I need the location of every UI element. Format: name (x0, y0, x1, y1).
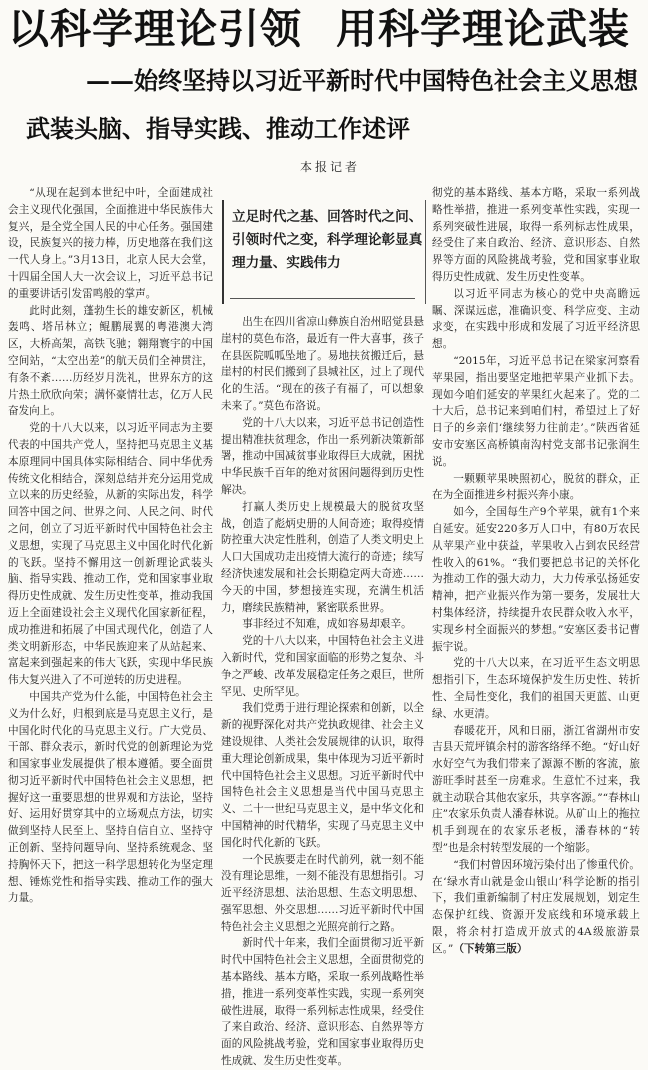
main-headline (8, 4, 640, 54)
paragraph: 新时代十年来，我们全面贯彻习近平新时代中国特色社会主义思想，全面贯彻党的基本路线、基本方略，采取一系列战略性举措，推进一系列变革性实践，实现一系列突破性进展，取得一系列标志性成果，经受住了来自政治、经济、意识形态、自然界等方面的风险挑战考验，党和国家事业取得历史性成就、发生历史性变革。 (221, 937, 424, 1068)
article-column-2 (221, 314, 424, 1068)
headline-part-2: 用科学理论武装 (336, 5, 630, 53)
paragraph: 以习近平同志为核心的党中央高瞻远瞩、深谋远虑，准确识变、科学应变、主动求变，在实践中形成和发展了习近平经济思想。 (432, 287, 640, 351)
pull-quote-divider (230, 298, 415, 299)
paragraph: 如今，全国每生产9个苹果，就有1个来自延安。延安220多万人口中，有80万农民从苹果产业中获益，苹果收入占到农民经营性收入的61%。“我们要把总书记的关怀化为推动工作的强大动力，大力传承弘扬延安精神，把产业振兴作为第一要务，发展壮大村集体经济，持续提升农民群众收入水平，实现乡村全面振兴的梦想。”安塞区委书记曹振宇说。 (432, 506, 640, 653)
paragraph: “2015年，习近平总书记在梁家河察看苹果园，指出要坚定地把苹果产业抓下去。现如今咱们延安的苹果红火起来了。党的二十大后，总书记来到咱们村，希望过上了好日子的乡亲们‘继续努力往前走’。”陕西省延安市安塞区高桥镇南沟村党支部书记张润生说。 (432, 354, 640, 468)
subheadline-2: 武装头脑、指导实践、推动工作述评 (26, 114, 410, 143)
paragraph: 一个民族要走在时代前列，就一刻不能没有理论思维，一刻不能没有思想指引。习近平经济思想、法治思想、生态文明思想、强军思想、外交思想……习近平新时代中国特色社会主义思想之光照亮前行之路。 (221, 853, 424, 933)
paragraph-text: “我们村曾因环境污染付出了惨重代价。在‘绿水青山就是金山银山’科学论断的指引下，我们重新编制了村庄发展规划，划定生态保护红线、资源开发底线和环境承载上限，将余村打造成开放式的4A级旅游景区。” (432, 858, 640, 955)
paragraph: 我们党勇于进行理论探索和创新，以全新的视野深化对共产党执政规律、社会主义建设规律、人类社会发展规律的认识，取得重大理论创新成果，集中体现为习近平新时代中国特色社会主义思想。习近平新时代中国特色社会主义思想是当代中国马克思主义、二十一世纪马克思主义，是中华文化和中国精神的时代精华，实现了马克思主义中国化时代化新的飞跃。 (221, 702, 424, 849)
continuation-note: （下转第三版） (453, 942, 528, 955)
subheadline: ——始终坚持以习近平新时代中国特色社会主义思想 (86, 66, 638, 95)
paragraph: 事非经过不知难，成如容易却艰辛。 (242, 618, 412, 631)
paragraph: 党的十八大以来，习近平总书记创造性提出精准扶贫理念，作出一系列新决策新部署，推动中国减贫事业取得巨大成就，困扰中华民族千百年的绝对贫困问题得到历史性解决。 (221, 416, 424, 496)
paragraph: 一颗颗苹果映照初心，脱贫的群众，正在为全面推进乡村振兴奔小康。 (432, 472, 640, 502)
paragraph: 出生在四川省凉山彝族自治州昭觉县悬崖村的莫色布洛，最近有一件大喜事，孩子在县医院呱呱坠地了。易地扶贫搬迁后，悬崖村的村民们搬到了县城社区，过上了现代化的生活。“现在的孩子有福了，可以想象未来了。”莫色布洛说。 (221, 316, 424, 412)
paragraph: 打赢人类历史上规模最大的脱贫攻坚战，创造了彪炳史册的人间奇迹；取得疫情防控重大决定性胜利，创造了人类文明史上人口大国成功走出疫情大流行的奇迹；续写经济快速发展和社会长期稳定两大奇迹……今天的中国，梦想接连实现，充满生机活力，磨续民族精神，紧密联系世界。 (221, 500, 424, 614)
pull-quote-box (222, 200, 426, 304)
paragraph-last (432, 857, 640, 958)
headline-part-1: 以科学理论引领 (8, 5, 302, 53)
paragraph: 中国共产党为什么能，中国特色社会主义为什么好，归根到底是马克思主义行，是中国化时代化的马克思主义行。广大党员、干部、群众表示，新时代党的创新理论为党和国家事业发展提供了根本遵循。要全面贯彻习近平新时代中国特色社会主义思想，把握好这一重要思想的世界观和方法论，坚持好、运用好贯穿其中的立场观点方法，切实做到坚持人民至上、坚持自信自立、坚持守正创新、坚持问题导向、坚持系统观念、坚持胸怀天下，把这一科学思想转化为坚定理想、锤炼党性和指导实践、推动工作的强大力量。 (8, 690, 213, 905)
paragraph: 彻党的基本路线、基本方略，采取一系列战略性举措，推进一系列变革性实践，实现一系列突破性进展，取得一系列标志性成果，经受住了来自政治、经济、意识形态、自然界等方面的风险挑战考验，党和国家事业取得历史性成就、发生历史性变革。 (432, 187, 640, 283)
byline: 本报记者 (300, 160, 361, 174)
paragraph: 党的十八大以来，中国特色社会主义进入新时代，党和国家面临的形势之复杂、斗争之严峻、改革发展稳定任务之艰巨，世所罕见、史所罕见。 (221, 635, 424, 698)
pull-quote: 立足时代之基、回答时代之问、引领时代之变，科学理论彰显真理力量、实践伟力 (232, 209, 423, 271)
paragraph: 党的十八大以来，在习近平生态文明思想指引下，生态环境保护发生历史性、转折性、全局性变化，我们的祖国天更蓝、山更绿、水更清。 (432, 657, 640, 720)
paragraph: “从现在起到本世纪中叶，全面建成社会主义现代化强国，全面推进中华民族伟大复兴，是全党全国人民的中心任务。强国建设，民族复兴的接力棒，历史地落在我们这一代人身上。”3月13日，北京人民大会堂，十四届全国人大一次会议上，习近平总书记的重要讲话引发雷鸣般的掌声。 (8, 187, 213, 300)
article-column-1 (8, 185, 213, 957)
article-column-3 (432, 185, 640, 957)
paragraph: 党的十八大以来，以习近平同志为主要代表的中国共产党人，坚持把马克思主义基本原理同中国具体实际相结合、同中华优秀传统文化相结合，深刻总结并充分运用党成立以来的历史经验，从新的实际出发，科学回答中国之问、世界之问、人民之问、时代之问，创立了习近平新时代中国特色社会主义思想，实现了马克思主义中国化时代化新的飞跃。坚持不懈用这一创新理论武装头脑、指导实践、推动工作，党和国家事业取得历史性成就、发生历史性变革，推动我国迈上全面建设社会主义现代化国家新征程，成功推进和拓展了中国式现代化，创造了人类文明新形态，中华民族迎来了从站起来、富起来到强起来的伟大飞跃，实现中华民族伟大复兴进入了不可逆转的历史进程。 (8, 422, 213, 687)
paragraph: 此时此刻，蓬勃生长的雄安新区，机械轰鸣、塔吊林立；鲲鹏展翼的粤港澳大湾区，大桥高架，高铁飞驰；翱翔寰宇的中国空间站，“太空出差”的航天员们全神贯注，有条不紊……历经岁月洗礼，世界东方的这片热土欣欣向荣；满怀豪情壮志，亿万人民奋发向上。 (8, 304, 213, 418)
paragraph: 春暖花开，风和日丽，浙江省湖州市安吉县天荒坪镇余村的游客络绎不绝。“好山好水好空气为我们带来了源源不断的客流，旅游旺季时甚至一房难求。生意忙不过来，我就主动联合其他农家乐，共享客源。”“春林山庄”农家乐负责人潘春林说。从矿山上的拖拉机手到现在的农家乐老板，潘春林的“转型”也是余村转型发展的一个缩影。 (432, 724, 640, 855)
